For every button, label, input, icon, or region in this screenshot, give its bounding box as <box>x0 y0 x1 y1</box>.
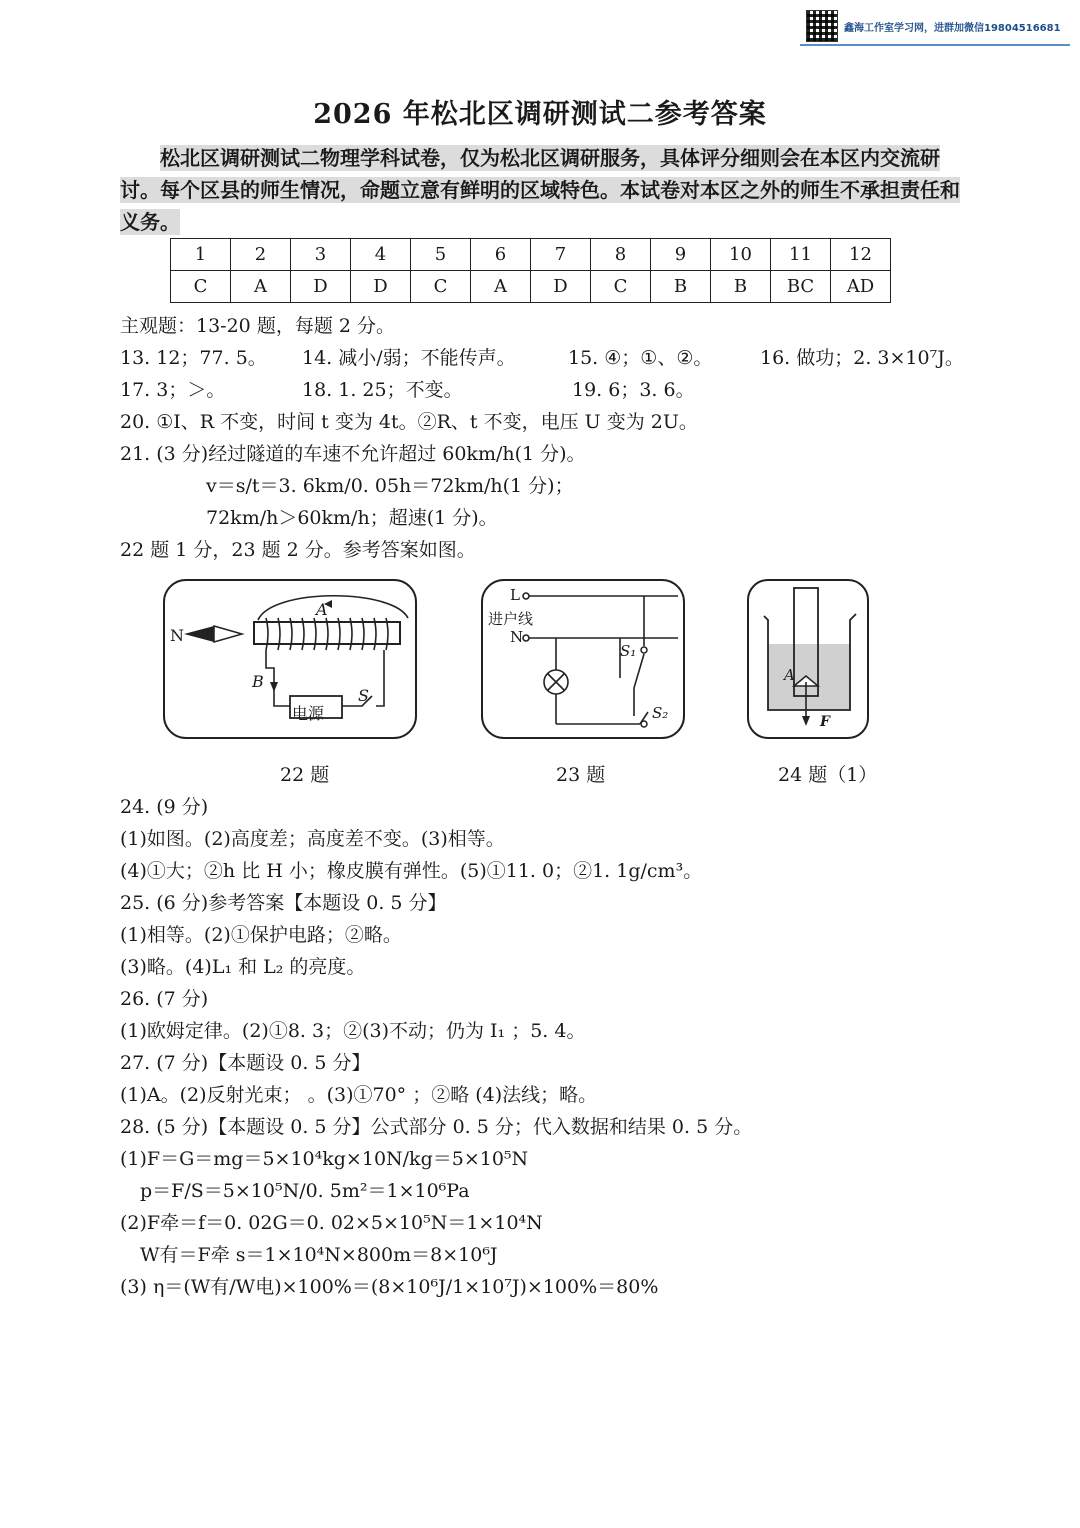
answer-28-part1: (1)F＝G＝mg＝5×10⁴kg×10N/kg＝5×10⁵N <box>120 1148 529 1170</box>
table-cell: BC <box>771 271 831 303</box>
answer-26-part1: (1)欧姆定律。(2)①8. 3；②(3)不动；仍为 I₁ ；5. 4。 <box>120 1020 586 1042</box>
fig23-inlet-label: 进户线 <box>488 610 534 628</box>
table-cell: C <box>171 271 231 303</box>
answer-16: 16. 做功；2. 3×10⁷J。 <box>760 347 964 369</box>
qr-code-icon <box>806 10 838 42</box>
fig23-label-n: N <box>510 628 524 646</box>
fig22-label-s: S <box>358 686 369 705</box>
fig23-label-l: L <box>510 586 520 604</box>
fig23-label-s2: S₂ <box>652 704 669 722</box>
answer-21: 21. (3 分)经过隧道的车速不允许超过 60km/h(1 分)。 <box>120 443 586 465</box>
table-cell: 11 <box>771 239 831 271</box>
answer-21-step2: 72km/h＞60km/h；超速(1 分)。 <box>206 507 498 529</box>
table-cell: 12 <box>831 239 891 271</box>
answer-28-part1b: p＝F/S＝5×10⁵N/0. 5m²＝1×10⁶Pa <box>140 1180 470 1202</box>
table-cell: D <box>291 271 351 303</box>
figure-24-beaker <box>746 578 870 740</box>
table-row-numbers <box>171 239 891 271</box>
answer-26: 26. (7 分) <box>120 988 209 1010</box>
table-cell: C <box>411 271 471 303</box>
header-text: 鑫海工作室学习网，进群加微信19804516681 <box>844 23 1061 34</box>
answer-28-part2b: W有＝F牵 s＝1×10⁴N×800m＝8×10⁶J <box>140 1244 498 1266</box>
table-cell: 9 <box>651 239 711 271</box>
disclaimer-notice <box>120 142 962 238</box>
fig24-label-f: F <box>820 714 830 730</box>
fig22-label-a: A <box>316 600 328 619</box>
answer-28-part3: (3) η＝(W有/W电)×100%＝(8×10⁶J/1×10⁷J)×100%＝80% <box>120 1276 659 1298</box>
table-cell: B <box>711 271 771 303</box>
answer-24-part1: (1)如图。(2)高度差；高度差不变。(3)相等。 <box>120 828 505 850</box>
table-cell: 5 <box>411 239 471 271</box>
answer-table <box>170 238 891 303</box>
fig22-label-n: N <box>170 626 184 645</box>
answer-15: 15. ④；①、②。 <box>568 347 713 369</box>
subjective-note: 主观题：13-20 题，每题 2 分。 <box>120 315 395 337</box>
table-cell: C <box>591 271 651 303</box>
answer-18: 18. 1. 25；不变。 <box>302 379 463 401</box>
answer-24: 24. (9 分) <box>120 796 209 818</box>
fig24-label-a: A <box>784 666 795 684</box>
answer-19: 19. 6；3. 6。 <box>572 379 695 401</box>
table-row-choices <box>171 271 891 303</box>
answer-25-part2: (3)略。(4)L₁ 和 L₂ 的亮度。 <box>120 956 366 978</box>
table-cell: B <box>651 271 711 303</box>
table-cell: 6 <box>471 239 531 271</box>
fig23-caption: 23 题 <box>556 764 606 786</box>
figure-22-electromagnet <box>162 578 418 740</box>
answer-28-part2: (2)F牵＝f＝0. 02G＝0. 02×5×10⁵N＝1×10⁴N <box>120 1212 543 1234</box>
fig22-caption: 22 题 <box>280 764 330 786</box>
page-title: 2026 年松北区调研测试二参考答案 <box>313 99 767 130</box>
answer-17: 17. 3；＞。 <box>120 379 226 401</box>
answer-22-23-note: 22 题 1 分，23 题 2 分。参考答案如图。 <box>120 539 476 561</box>
answer-21-step1: v＝s/t＝3. 6km/0. 05h＝72km/h(1 分)； <box>206 475 574 497</box>
table-cell: A <box>471 271 531 303</box>
answer-28: 28. (5 分)【本题设 0. 5 分】公式部分 0. 5 分；代入数据和结果 0. 5 分。 <box>120 1116 753 1138</box>
table-cell: A <box>231 271 291 303</box>
table-cell: 7 <box>531 239 591 271</box>
table-cell: 2 <box>231 239 291 271</box>
answer-27: 27. (7 分)【本题设 0. 5 分】 <box>120 1052 371 1074</box>
disclaimer-text: 松北区调研测试二物理学科试卷，仅为松北区调研服务，具体评分细则会在本区内交流研讨。每个区县的师生情况，命题立意有鲜明的区域特色。本试卷对本区之外的师生不承担责任和义务。 <box>120 146 960 234</box>
table-cell: 10 <box>711 239 771 271</box>
table-cell: 8 <box>591 239 651 271</box>
answer-24-part2: (4)①大；②h 比 H 小；橡皮膜有弹性。(5)①11. 0；②1. 1g/cm³。 <box>120 860 703 882</box>
fig24-caption: 24 题（1） <box>778 764 878 786</box>
answer-20: 20. ①I、R 不变，时间 t 变为 4t。②R、t 不变，电压 U 变为 2U。 <box>120 411 698 433</box>
table-cell: D <box>531 271 591 303</box>
fig22-label-b: B <box>252 672 264 691</box>
answer-25: 25. (6 分)参考答案【本题设 0. 5 分】 <box>120 892 447 914</box>
table-cell: AD <box>831 271 891 303</box>
table-cell: 4 <box>351 239 411 271</box>
fig22-power-label: 电源 <box>292 704 325 723</box>
table-cell: D <box>351 271 411 303</box>
page-header <box>800 8 1070 46</box>
answer-13: 13. 12；77. 5。 <box>120 347 267 369</box>
answer-figures <box>160 578 880 798</box>
table-cell: 3 <box>291 239 351 271</box>
answer-14: 14. 减小/弱；不能传声。 <box>302 347 516 369</box>
answer-25-part1: (1)相等。(2)①保护电路；②略。 <box>120 924 402 946</box>
answer-27-part1: (1)A。(2)反射光束； 。(3)①70° ；②略 (4)法线；略。 <box>120 1084 598 1106</box>
table-cell: 1 <box>171 239 231 271</box>
fig23-label-s1: S₁ <box>620 642 637 660</box>
